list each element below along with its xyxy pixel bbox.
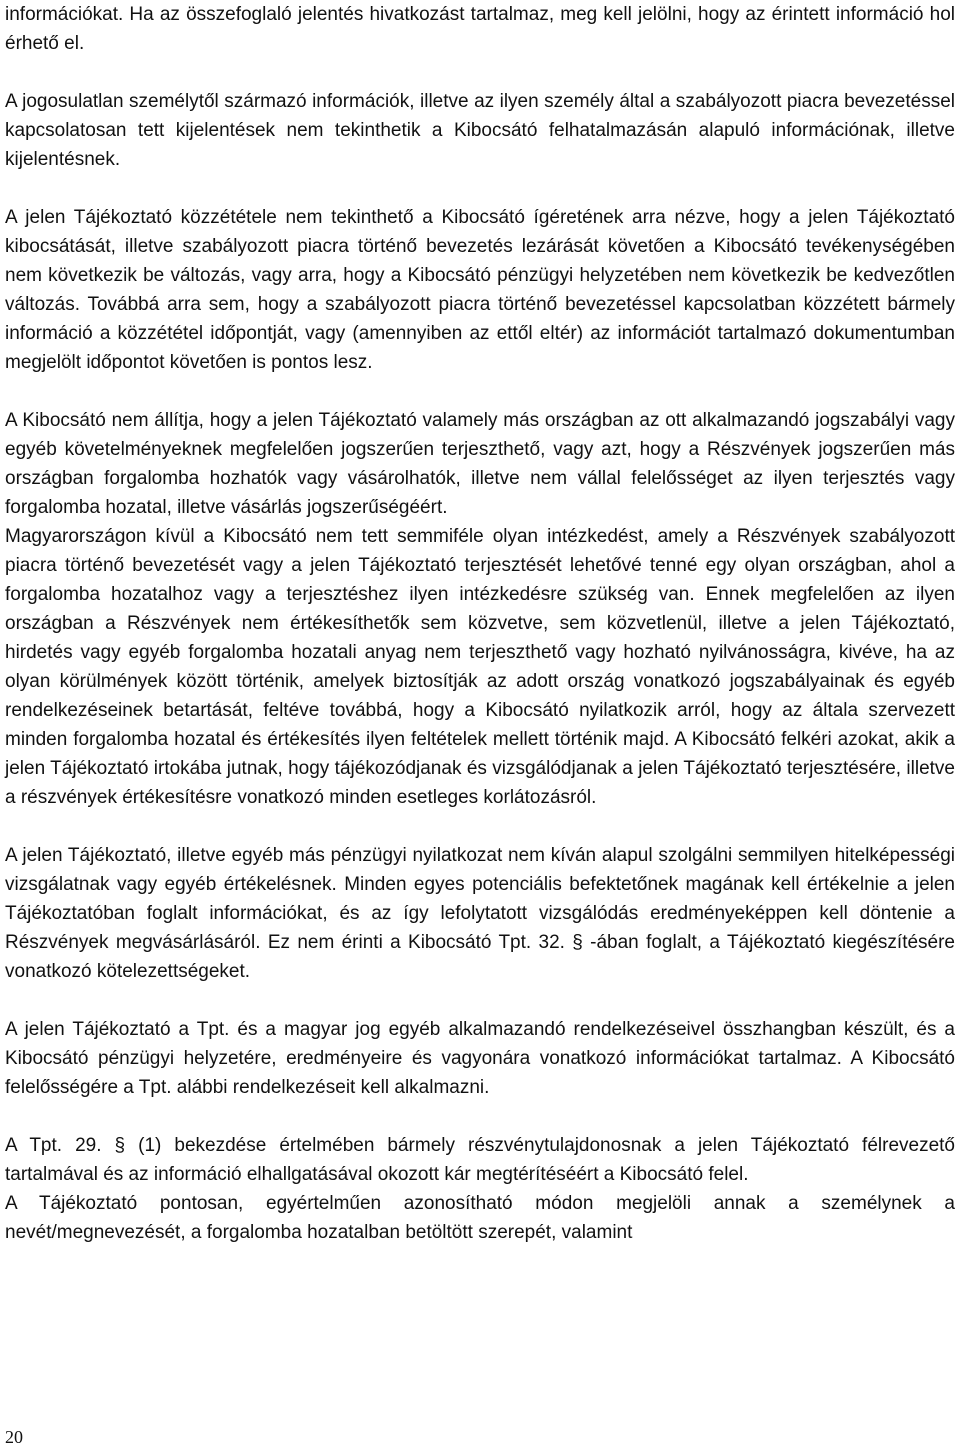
paragraph-6: A jelen Tájékoztató, illetve egyéb más pénzügyi nyilatkozat nem kíván alapul szolgálni semmilyen hitelképességi vizsgálatnak vagy egyéb értékelésnek. Minden egyes potenciális befektetőnek magának kell értékelnie a jelen Tájékoztatóban foglalt információkat, és az így lefolytatott vizsgálódás eredményeképpen kell döntenie a Részvények megvásárlásáról. Ez nem érinti a Kibocsátó Tpt. 32. § -ában foglalt, a Tájékoztató kiegészítésére vonatkozó kötelezettségeket. [5,845,955,982]
paragraph-7: A jelen Tájékoztató a Tpt. és a magyar jog egyéb alkalmazandó rendelkezéseivel összhangban készült, és a Kibocsátó pénzügyi helyzetére, eredményeire és vagyonára vonatkozó információkat tartalmaz. A Kibocsátó felelősségére a Tpt. alábbi rendelkezéseit kell alkalmazni. [5,1019,955,1098]
paragraph-8: A Tpt. 29. § (1) bekezdése értelmében bármely részvénytulajdonosnak a jelen Tájékoztató félrevezető tartalmával és az információ elhallgatásával okozott kár megtérítéséért a Kibocsátó felel. [5,1135,955,1185]
paragraph-2: A jogosulatlan személytől származó információk, illetve az ilyen személy által a szabályozott piacra bevezetéssel kapcsolatosan tett kijelentések nem tekinthetik a Kibocsátó felhatalmazásán alapuló információnak, illetve kijelentésnek. [5,91,955,170]
page-number: 20 [5,1427,23,1447]
paragraph-9: A Tájékoztató pontosan, egyértelműen azonosítható módon megjelöli annak a személynek a nevét/megnevezését, a forgalomba hozatalban betöltött szerepét, valamint [5,1193,955,1243]
document-page [5,0,955,1247]
paragraph-3: A jelen Tájékoztató közzététele nem tekinthető a Kibocsátó ígéretének arra nézve, hogy a jelen Tájékoztató kibocsátását, illetve szabályozott piacra történő bevezetés lezárását követően a Kibocsátó tevékenységében nem következik be változás, vagy arra, hogy a Kibocsátó pénzügyi helyzetében nem következik be kedvezőtlen változás. Továbbá arra sem, hogy a szabályozott piacra történő bevezetéssel kapcsolatban közzétett bármely információ a közzététel időpontját, vagy (amennyiben az ettől eltér) az információt tartalmazó dokumentumban megjelölt időpontot követően is pontos lesz. [5,207,955,373]
paragraph-5: Magyarországon kívül a Kibocsátó nem tett semmiféle olyan intézkedést, amely a Részvények szabályozott piacra történő bevezetését vagy a jelen Tájékoztató terjesztését lehetővé tenné egy olyan országban, ahol a forgalomba hozatalhoz vagy a terjesztéshez ilyen intézkedésre szükség van. Ennek megfelelően az ilyen országban a Részvények nem értékesíthetők sem közvetve, sem közvetlenül, illetve a jelen Tájékoztató, hirdetés vagy egyéb forgalomba hozatali anyag nem terjeszthető vagy hozható nyilvánosságra, kivéve, ha az olyan körülmények között történik, amelyek biztosítják az adott ország vonatkozó jogszabályainak és egyéb rendelkezéseinek betartását, feltéve továbbá, hogy a Kibocsátó nyilatkozik arról, hogy az általa szervezett minden forgalomba hozatal és értékesítés ilyen feltételek mellett történik majd. A Kibocsátó felkéri azokat, akik a jelen Tájékoztató irtokába jutnak, hogy tájékozódjanak és vizsgálódjanak a jelen Tájékoztató terjesztésére, illetve a részvények értékesítésre vonatkozó minden esetleges korlátozásról. [5,526,955,808]
paragraph-1: információkat. Ha az összefoglaló jelentés hivatkozást tartalmaz, meg kell jelölni, hogy az érintett információ hol érhető el. [5,4,955,54]
paragraph-4: A Kibocsátó nem állítja, hogy a jelen Tájékoztató valamely más országban az ott alkalmazandó jogszabályi vagy egyéb követelményeknek megfelelően jogszerűen terjeszthető, vagy azt, hogy a Részvények jogszerűen más országban forgalomba hozhatók vagy vásárolhatók, illetve nem vállal felelősséget az ilyen terjesztés vagy forgalomba hozatal, illetve vásárlás jogszerűségéért. [5,410,955,518]
